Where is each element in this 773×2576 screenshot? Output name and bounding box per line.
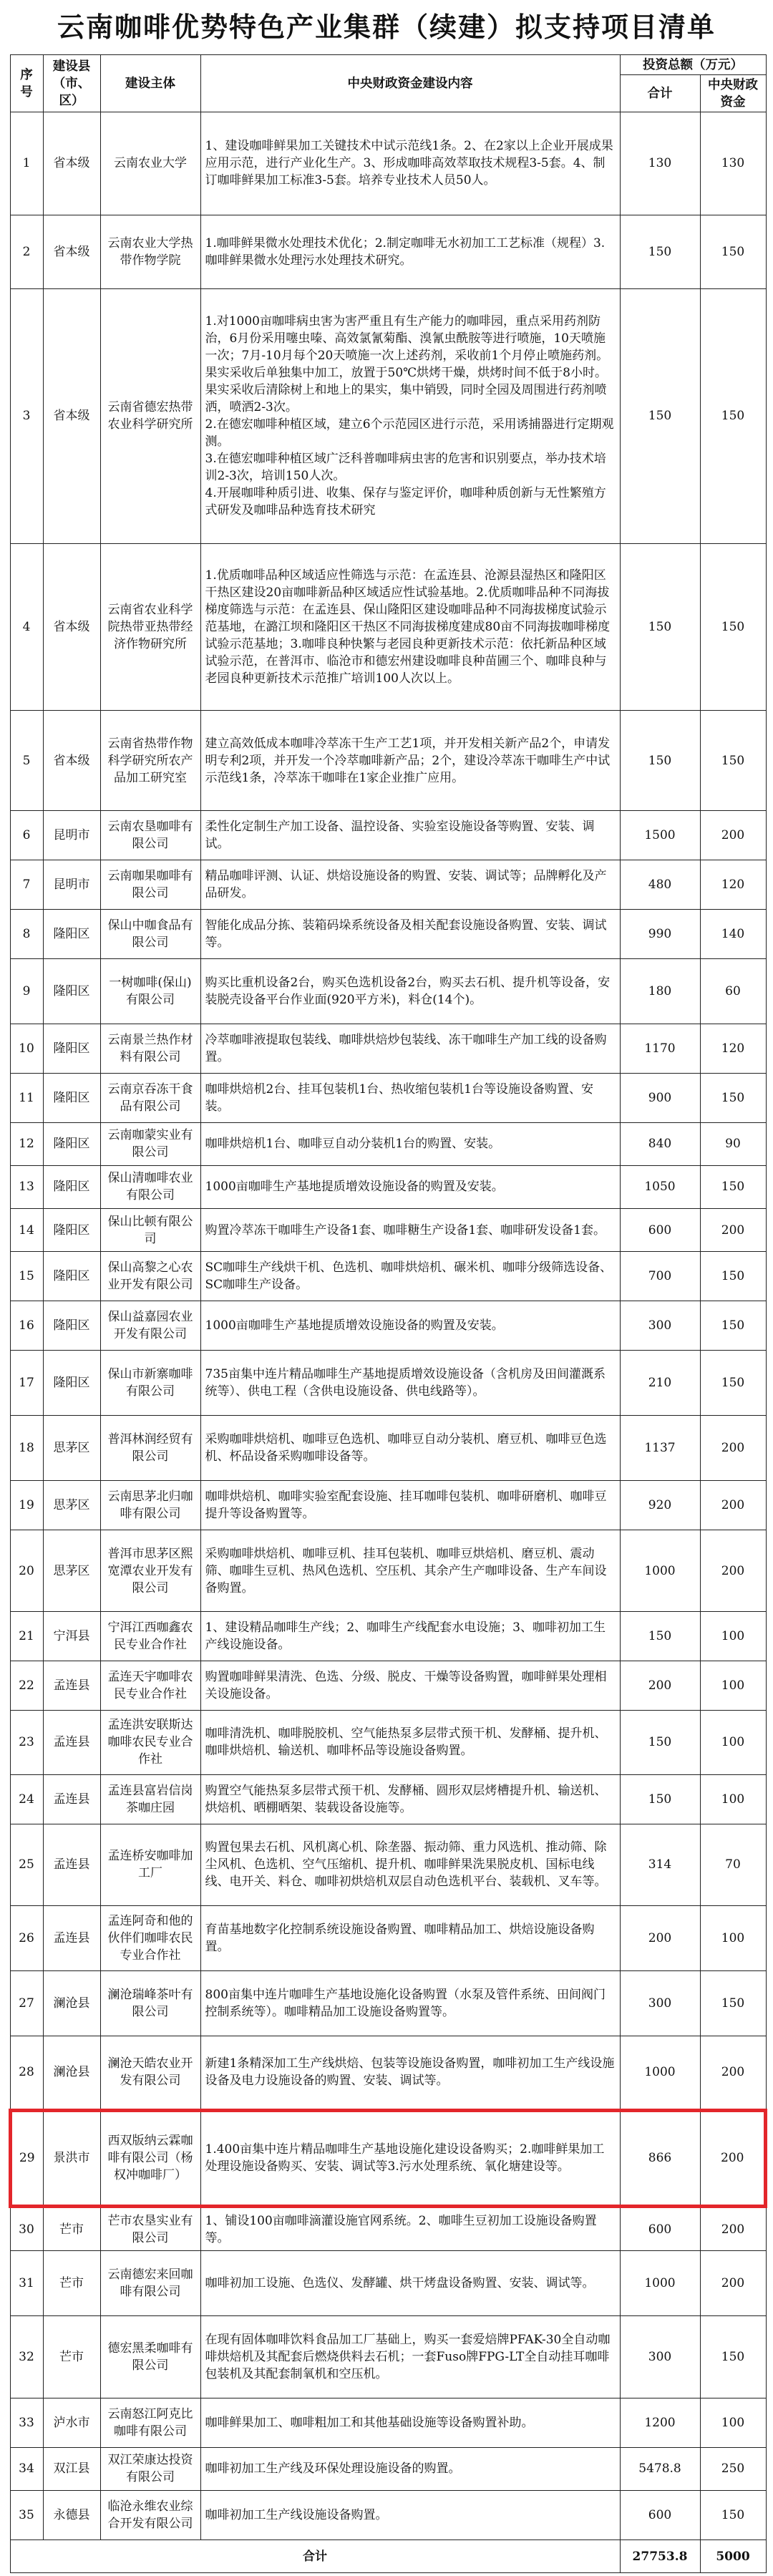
row-no: 25 <box>10 1824 43 1905</box>
table-body <box>10 112 766 2540</box>
row-total: 210 <box>620 1351 700 1416</box>
row-content: 冷萃咖啡液提取包装线、咖啡烘焙炒包装线、冻干咖啡生产加工线的设备购置。 <box>200 1024 620 1073</box>
table-row <box>10 2316 766 2398</box>
row-central: 150 <box>700 1351 766 1416</box>
table-row <box>10 1209 766 1252</box>
row-central: 200 <box>700 2251 766 2316</box>
table-header <box>10 55 766 112</box>
row-central: 100 <box>700 2398 766 2447</box>
row-content: 购置咖啡鲜果清洗、色选、分级、脱皮、干燥等设备购置，咖啡鲜果处理相关设施设备。 <box>200 1661 620 1711</box>
row-total: 920 <box>620 1481 700 1530</box>
row-county: 隆阳区 <box>43 1351 100 1416</box>
row-central: 100 <box>700 1612 766 1661</box>
header-investment: 投资总额（万元） <box>620 55 766 75</box>
row-no: 18 <box>10 1416 43 1481</box>
row-content: 咖啡烘焙机2台、挂耳包装机1台、热收缩包装机1台等设施设备购置、安装。 <box>200 1073 620 1122</box>
table-row <box>10 1122 766 1165</box>
row-total: 600 <box>620 1209 700 1252</box>
footer-total: 27753.8 <box>620 2540 700 2573</box>
table-footer <box>10 2540 766 2573</box>
table-row <box>10 1165 766 1208</box>
row-no: 7 <box>10 860 43 910</box>
row-no: 32 <box>10 2316 43 2398</box>
table-row <box>10 2207 766 2251</box>
row-content: SC咖啡生产线烘干机、色选机、咖啡烘焙机、碾米机、咖啡分级筛选设备、SC咖啡生产设备。 <box>200 1252 620 1301</box>
row-county: 澜沧县 <box>43 2036 100 2109</box>
table-row <box>10 289 766 543</box>
row-central: 200 <box>700 2110 766 2207</box>
row-content: 800亩集中连片咖啡生产基地设施化设备购置（水泵及管件系统、田间阀门控制系统等）。咖啡精品加工设施设备购置等。 <box>200 1970 620 2036</box>
table-row <box>10 1824 766 1905</box>
row-central: 140 <box>700 910 766 959</box>
row-no: 27 <box>10 1970 43 2036</box>
row-entity: 云南怒江阿克比咖啡有限公司 <box>100 2398 200 2447</box>
row-total: 840 <box>620 1122 700 1165</box>
row-county: 隆阳区 <box>43 1122 100 1165</box>
row-no: 20 <box>10 1530 43 1611</box>
row-county: 昆明市 <box>43 811 100 860</box>
row-no: 23 <box>10 1710 43 1774</box>
row-central: 100 <box>700 1905 766 1970</box>
row-total: 200 <box>620 1905 700 1970</box>
row-entity: 云南思茅北归咖啡有限公司 <box>100 1481 200 1530</box>
row-county: 澜沧县 <box>43 1970 100 2036</box>
row-content: 咖啡清洗机、咖啡脱胶机、空气能热泵多层带式预干机、发酵桶、提升机、咖啡烘焙机、输送机、咖啡杯品等设施设备购置。 <box>200 1710 620 1774</box>
row-content: 在现有固体咖啡饮料食品加工厂基础上，购买一套爱焙牌PFAK-30全自动咖啡烘焙机及其配套后燃烧供料去石机；一套Fuso牌FPG-LT全自动挂耳咖啡包装机及其配套制氧机和空压机。 <box>200 2316 620 2398</box>
row-entity: 孟连县富岩信岗茶咖庄园 <box>100 1774 200 1824</box>
header-entity: 建设主体 <box>100 55 200 112</box>
project-table <box>9 54 767 2573</box>
row-central: 100 <box>700 1661 766 1711</box>
row-total: 480 <box>620 860 700 910</box>
row-content: 采购咖啡烘焙机、咖啡豆色选机、咖啡豆自动分装机、磨豆机、咖啡豆色选机、杯品设备采购咖啡设备等。 <box>200 1416 620 1481</box>
row-total: 150 <box>620 711 700 811</box>
row-central: 150 <box>700 1073 766 1122</box>
row-entity: 一树咖啡(保山)有限公司 <box>100 958 200 1024</box>
row-content: 购置冷萃冻干咖啡生产设备1套、咖啡糖生产设备1套、咖啡研发设备1套。 <box>200 1209 620 1252</box>
row-county: 芒市 <box>43 2316 100 2398</box>
row-total: 900 <box>620 1073 700 1122</box>
row-no: 11 <box>10 1073 43 1122</box>
row-entity: 保山高黎之心农业开发有限公司 <box>100 1252 200 1301</box>
row-entity: 孟连天宇咖啡农民专业合作社 <box>100 1661 200 1711</box>
table-row <box>10 1661 766 1711</box>
row-content: 1.优质咖啡品种区域适应性筛选与示范：在孟连县、沧源县湿热区和隆阳区干热区建设20亩咖啡新品种区域适应性试验基地。2.优质咖啡品种不同海拔梯度筛选与示范：在孟连县、保山隆阳区建设咖啡品种不同海拔梯度试验示范基地，在潞江坝和隆阳区干热区不同海拔梯度建成80亩不同海拔咖啡梯度试验示范基地；3.咖啡良种快繁与老园良种更新技术示范：依托新品种区域试验示范，在普洱市、临沧市和德宏州建设咖啡良种苗圃三个、咖啡良种与老园良种更新技术示范推广培训100人次以上。 <box>200 543 620 711</box>
row-entity: 西双版纳云霖咖啡有限公司（杨权冲咖啡厂） <box>100 2110 200 2207</box>
row-county: 隆阳区 <box>43 1209 100 1252</box>
row-content: 1、铺设100亩咖啡滴灌设施官网系统。2、咖啡生豆初加工设施设备购置等。 <box>200 2207 620 2251</box>
header-county: 建设县（市、区） <box>43 55 100 112</box>
row-county: 孟连县 <box>43 1710 100 1774</box>
row-central: 100 <box>700 1774 766 1824</box>
row-content: 育苗基地数字化控制系统设施设备购置、咖啡精品加工、烘焙设施设备购置。 <box>200 1905 620 1970</box>
row-content: 建立高效低成本咖啡冷萃冻干生产工艺1项，并开发相关新产品2个，申请发明专利2项，并开发一个冷萃咖啡新产品；2个，建设冷萃冻干咖啡生产中试示范线1条，冷萃冻干咖啡在1家企业推广应用。 <box>200 711 620 811</box>
row-entity: 云南农业大学 <box>100 112 200 215</box>
row-entity: 普洱市思茅区熙宽潭农业开发有限公司 <box>100 1530 200 1611</box>
row-no: 30 <box>10 2207 43 2251</box>
row-county: 孟连县 <box>43 1824 100 1905</box>
table-row <box>10 2447 766 2490</box>
row-county: 思茅区 <box>43 1481 100 1530</box>
table-row <box>10 1073 766 1122</box>
row-central: 150 <box>700 1301 766 1351</box>
row-central: 250 <box>700 2447 766 2490</box>
row-central: 150 <box>700 289 766 543</box>
row-total: 1200 <box>620 2398 700 2447</box>
table-row <box>10 1024 766 1073</box>
row-entity: 普洱林润经贸有限公司 <box>100 1416 200 1481</box>
row-content: 咖啡初加工设施、色选仪、发酵罐、烘干烤盘设备购置、安装、调试等。 <box>200 2251 620 2316</box>
row-entity: 芒市农垦实业有限公司 <box>100 2207 200 2251</box>
row-no: 16 <box>10 1301 43 1351</box>
table-row <box>10 2490 766 2539</box>
table-row <box>10 1416 766 1481</box>
row-total: 130 <box>620 112 700 215</box>
row-total: 314 <box>620 1824 700 1905</box>
row-entity: 保山益嘉园农业开发有限公司 <box>100 1301 200 1351</box>
table-row <box>10 1774 766 1824</box>
row-content: 咖啡烘焙机、咖啡实验室配套设施、挂耳咖啡包装机、咖啡研磨机、咖啡豆提升等设备购置等。 <box>200 1481 620 1530</box>
row-no: 19 <box>10 1481 43 1530</box>
row-entity: 云南省农业科学院热带亚热带经济作物研究所 <box>100 543 200 711</box>
row-no: 4 <box>10 543 43 711</box>
page-title: 云南咖啡优势特色产业集群（续建）拟支持项目清单 <box>57 11 716 43</box>
row-content: 精品咖啡评测、认证、烘焙设施设备的购置、安装、调试等；品牌孵化及产品研发。 <box>200 860 620 910</box>
row-total: 150 <box>620 215 700 288</box>
row-county: 永德县 <box>43 2490 100 2539</box>
row-content: 柔性化定制生产加工设备、温控设备、实验室设施设备等购置、安装、调试。 <box>200 811 620 860</box>
row-no: 26 <box>10 1905 43 1970</box>
row-content: 咖啡鲜果加工、咖啡粗加工和其他基础设施等设备购置补助。 <box>200 2398 620 2447</box>
row-county: 昆明市 <box>43 860 100 910</box>
row-total: 1000 <box>620 1530 700 1611</box>
row-content: 新建1条精深加工生产线烘焙、包装等设施设备购置，咖啡初加工生产线设施设备及电力设施设备的购置、安装、调试等。 <box>200 2036 620 2109</box>
row-content: 1、建设咖啡鲜果加工关键技术中试示范线1条。2、在2家以上企业开展成果应用示范，进行产业化生产。3、形成咖啡高效萃取技术规程3-5套。4、制订咖啡鲜果加工标准3-5套。培养专业技术人员50人。 <box>200 112 620 215</box>
row-central: 200 <box>700 1530 766 1611</box>
row-no: 33 <box>10 2398 43 2447</box>
row-entity: 云南省德宏热带农业科学研究所 <box>100 289 200 543</box>
row-content: 购买比重机设备2台，购买色选机设备2台，购买去石机、提升机等设备，安装脱壳设备平台作业面(920平方米)，料仓(14个)。 <box>200 958 620 1024</box>
row-content: 1.咖啡鲜果微水处理技术优化；2.制定咖啡无水初加工工艺标准（规程）3.咖啡鲜果微水处理污水处理技术研究。 <box>200 215 620 288</box>
row-county: 思茅区 <box>43 1416 100 1481</box>
row-entity: 保山市新寨咖啡有限公司 <box>100 1351 200 1416</box>
row-no: 14 <box>10 1209 43 1252</box>
row-total: 700 <box>620 1252 700 1301</box>
row-county: 省本级 <box>43 215 100 288</box>
table-row <box>10 112 766 215</box>
row-county: 隆阳区 <box>43 1073 100 1122</box>
table-row <box>10 1301 766 1351</box>
row-central: 90 <box>700 1122 766 1165</box>
table-row <box>10 1710 766 1774</box>
table-row <box>10 1252 766 1301</box>
table-row <box>10 2251 766 2316</box>
row-no: 10 <box>10 1024 43 1073</box>
table-row <box>10 2110 766 2207</box>
row-central: 70 <box>700 1824 766 1905</box>
row-no: 17 <box>10 1351 43 1416</box>
row-county: 孟连县 <box>43 1774 100 1824</box>
row-entity: 保山中咖食品有限公司 <box>100 910 200 959</box>
row-county: 宁洱县 <box>43 1612 100 1661</box>
row-no: 15 <box>10 1252 43 1301</box>
row-no: 9 <box>10 958 43 1024</box>
header-central: 中央财政资金 <box>700 75 766 112</box>
row-total: 1000 <box>620 2036 700 2109</box>
row-central: 200 <box>700 811 766 860</box>
row-no: 28 <box>10 2036 43 2109</box>
row-entity: 临沧永维农业综合开发有限公司 <box>100 2490 200 2539</box>
row-central: 150 <box>700 1970 766 2036</box>
row-entity: 云南咖蒙实业有限公司 <box>100 1122 200 1165</box>
table-row <box>10 2036 766 2109</box>
row-no: 21 <box>10 1612 43 1661</box>
table-row <box>10 711 766 811</box>
row-entity: 宁洱江西咖鑫农民专业合作社 <box>100 1612 200 1661</box>
row-county: 隆阳区 <box>43 958 100 1024</box>
row-total: 300 <box>620 1301 700 1351</box>
row-central: 120 <box>700 860 766 910</box>
row-total: 150 <box>620 289 700 543</box>
table-row <box>10 215 766 288</box>
row-county: 孟连县 <box>43 1661 100 1711</box>
row-county: 省本级 <box>43 112 100 215</box>
row-central: 200 <box>700 1209 766 1252</box>
table-row <box>10 2398 766 2447</box>
row-total: 150 <box>620 543 700 711</box>
row-county: 孟连县 <box>43 1905 100 1970</box>
row-content: 购置空气能热泵多层带式预干机、发酵桶、圆形双层烤槽提升机、输送机、烘焙机、晒棚晒架、装载设备设施等。 <box>200 1774 620 1824</box>
table-row <box>10 958 766 1024</box>
row-entity: 云南农业大学热带作物学院 <box>100 215 200 288</box>
row-total: 1137 <box>620 1416 700 1481</box>
table-row <box>10 1905 766 1970</box>
footer-central: 5000 <box>700 2540 766 2573</box>
row-no: 6 <box>10 811 43 860</box>
row-no: 1 <box>10 112 43 215</box>
row-central: 150 <box>700 1165 766 1208</box>
footer-label: 合计 <box>10 2540 620 2573</box>
row-entity: 保山比顿有限公司 <box>100 1209 200 1252</box>
row-entity: 保山清咖啡农业有限公司 <box>100 1165 200 1208</box>
row-entity: 孟连桥安咖啡加工厂 <box>100 1824 200 1905</box>
row-content: 1000亩咖啡生产基地提质增效设施设备的购置及安装。 <box>200 1301 620 1351</box>
row-entity: 双江荣康达投资有限公司 <box>100 2447 200 2490</box>
row-no: 31 <box>10 2251 43 2316</box>
row-no: 5 <box>10 711 43 811</box>
table-row <box>10 811 766 860</box>
row-content: 购置包果去石机、风机离心机、除垄器、振动筛、重力风选机、推动筛、除尘风机、色选机、空气压缩机、提升机、咖啡鲜果洗果脱皮机、国标电线线、电开关、料仓、咖啡初烘焙机双层自动色选机平台、装载机、叉车等。 <box>200 1824 620 1905</box>
table-row <box>10 1481 766 1530</box>
row-central: 200 <box>700 1481 766 1530</box>
row-entity: 澜沧瑞峰茶叶有限公司 <box>100 1970 200 2036</box>
row-no: 34 <box>10 2447 43 2490</box>
header-content: 中央财政资金建设内容 <box>200 55 620 112</box>
header-total: 合计 <box>620 75 700 112</box>
row-content: 咖啡烘焙机1台、咖啡豆自动分装机1台的购置、安装。 <box>200 1122 620 1165</box>
row-content: 735亩集中连片精品咖啡生产基地提质增效设施设备（含机房及田间灌溉系统等）、供电工程（含供电设施设备、供电线路等）。 <box>200 1351 620 1416</box>
row-total: 1500 <box>620 811 700 860</box>
header-no: 序号 <box>10 55 43 112</box>
row-total: 600 <box>620 2207 700 2251</box>
row-no: 12 <box>10 1122 43 1165</box>
row-central: 200 <box>700 2036 766 2109</box>
row-entity: 德宏黑柔咖啡有限公司 <box>100 2316 200 2398</box>
row-no: 2 <box>10 215 43 288</box>
row-county: 隆阳区 <box>43 1024 100 1073</box>
row-entity: 云南咖果咖啡有限公司 <box>100 860 200 910</box>
row-central: 60 <box>700 958 766 1024</box>
row-central: 150 <box>700 2490 766 2539</box>
row-central: 150 <box>700 2316 766 2398</box>
row-no: 29 <box>10 2110 43 2207</box>
row-total: 200 <box>620 1661 700 1711</box>
row-central: 150 <box>700 711 766 811</box>
row-total: 1170 <box>620 1024 700 1073</box>
row-entity: 澜沧天皓农业开发有限公司 <box>100 2036 200 2109</box>
row-no: 3 <box>10 289 43 543</box>
row-no: 13 <box>10 1165 43 1208</box>
table-row <box>10 1612 766 1661</box>
row-total: 990 <box>620 910 700 959</box>
row-entity: 云南京吞冻干食品有限公司 <box>100 1073 200 1122</box>
row-central: 120 <box>700 1024 766 1073</box>
row-entity: 云南省热带作物科学研究所农产品加工研究室 <box>100 711 200 811</box>
row-county: 隆阳区 <box>43 910 100 959</box>
row-county: 芒市 <box>43 2207 100 2251</box>
row-total: 150 <box>620 1612 700 1661</box>
table-row <box>10 1970 766 2036</box>
row-total: 1000 <box>620 2251 700 2316</box>
row-total: 150 <box>620 1710 700 1774</box>
row-central: 100 <box>700 1710 766 1774</box>
row-content: 智能化成品分拣、装箱码垛系统设备及相关配套设施设备购置、安装、调试等。 <box>200 910 620 959</box>
row-county: 隆阳区 <box>43 1252 100 1301</box>
row-no: 8 <box>10 910 43 959</box>
row-county: 双江县 <box>43 2447 100 2490</box>
row-content: 咖啡初加工生产线及环保处理设施设备的购置。 <box>200 2447 620 2490</box>
row-central: 150 <box>700 543 766 711</box>
row-county: 景洪市 <box>43 2110 100 2207</box>
table-row <box>10 543 766 711</box>
table-row <box>10 1351 766 1416</box>
row-central: 200 <box>700 2207 766 2251</box>
row-total: 5478.8 <box>620 2447 700 2490</box>
table-row <box>10 860 766 910</box>
row-content: 1.对1000亩咖啡病虫害为害严重且有生产能力的咖啡园，重点采用药剂防治，6月份采用噻虫嗪、高效氯氰菊酯、溴氰虫酰胺等进行喷施，10天喷施一次；7月-10月每个20天喷施一次上述药剂，采收前1个月停止喷施药剂。果实采收后单独集中加工，放置于50℃烘烤干燥，烘烤时间不低于8小时。果实采收后清除树上和地上的果实，集中销毁，同时全园及周围进行药剂喷洒，喷洒2-3次。 2.在德宏咖啡种植区域，建立6个示范园区进行示范，采用诱捕器进行定期观测。 3.在德宏咖啡种植区域广泛科普咖啡病虫害的危害和识别要点，举办技术培训2-3次，培训150人次。 4.开展咖啡种质引进、收集、保存与鉴定评价，咖啡种质创新与无性繁殖方式研发及咖啡品种选育技术研究 <box>200 289 620 543</box>
row-entity: 孟连洪安联斯达咖啡农民专业合作社 <box>100 1710 200 1774</box>
row-entity: 云南景兰热作材料有限公司 <box>100 1024 200 1073</box>
row-county: 隆阳区 <box>43 1301 100 1351</box>
row-total: 300 <box>620 1970 700 2036</box>
row-entity: 孟连阿奇和他的伙伴们咖啡农民专业合作社 <box>100 1905 200 1970</box>
table-row <box>10 910 766 959</box>
row-content: 1.400亩集中连片精品咖啡生产基地设施化建设设备购买；2.咖啡鲜果加工处理设施设备购买、安装、调试等3.污水处理系统、氧化塘建设等。 <box>200 2110 620 2207</box>
row-no: 24 <box>10 1774 43 1824</box>
row-total: 180 <box>620 958 700 1024</box>
row-central: 130 <box>700 112 766 215</box>
row-county: 隆阳区 <box>43 1165 100 1208</box>
row-central: 150 <box>700 215 766 288</box>
row-content: 采购咖啡烘焙机、咖啡豆机、挂耳包装机、咖啡豆烘焙机、磨豆机、震动筛、咖啡生豆机、热风色选机、空压机、其余产生产咖啡设备、生产车间设备购置。 <box>200 1530 620 1611</box>
row-total: 866 <box>620 2110 700 2207</box>
row-county: 省本级 <box>43 711 100 811</box>
row-entity: 云南农垦咖啡有限公司 <box>100 811 200 860</box>
row-county: 思茅区 <box>43 1530 100 1611</box>
row-no: 35 <box>10 2490 43 2539</box>
row-content: 1000亩咖啡生产基地提质增效设施设备的购置及安装。 <box>200 1165 620 1208</box>
row-county: 泸水市 <box>43 2398 100 2447</box>
row-total: 600 <box>620 2490 700 2539</box>
row-total: 1050 <box>620 1165 700 1208</box>
row-central: 150 <box>700 1252 766 1301</box>
table-row <box>10 1530 766 1611</box>
row-county: 省本级 <box>43 289 100 543</box>
row-county: 芒市 <box>43 2251 100 2316</box>
row-entity: 云南德宏来回咖啡有限公司 <box>100 2251 200 2316</box>
row-content: 1、建设精品咖啡生产线；2、咖啡生产线配套水电设施；3、咖啡初加工生产线设施设备。 <box>200 1612 620 1661</box>
row-total: 300 <box>620 2316 700 2398</box>
row-total: 150 <box>620 1774 700 1824</box>
row-central: 200 <box>700 1416 766 1481</box>
row-content: 咖啡初加工生产线设施设备购置。 <box>200 2490 620 2539</box>
row-no: 22 <box>10 1661 43 1711</box>
row-county: 省本级 <box>43 543 100 711</box>
